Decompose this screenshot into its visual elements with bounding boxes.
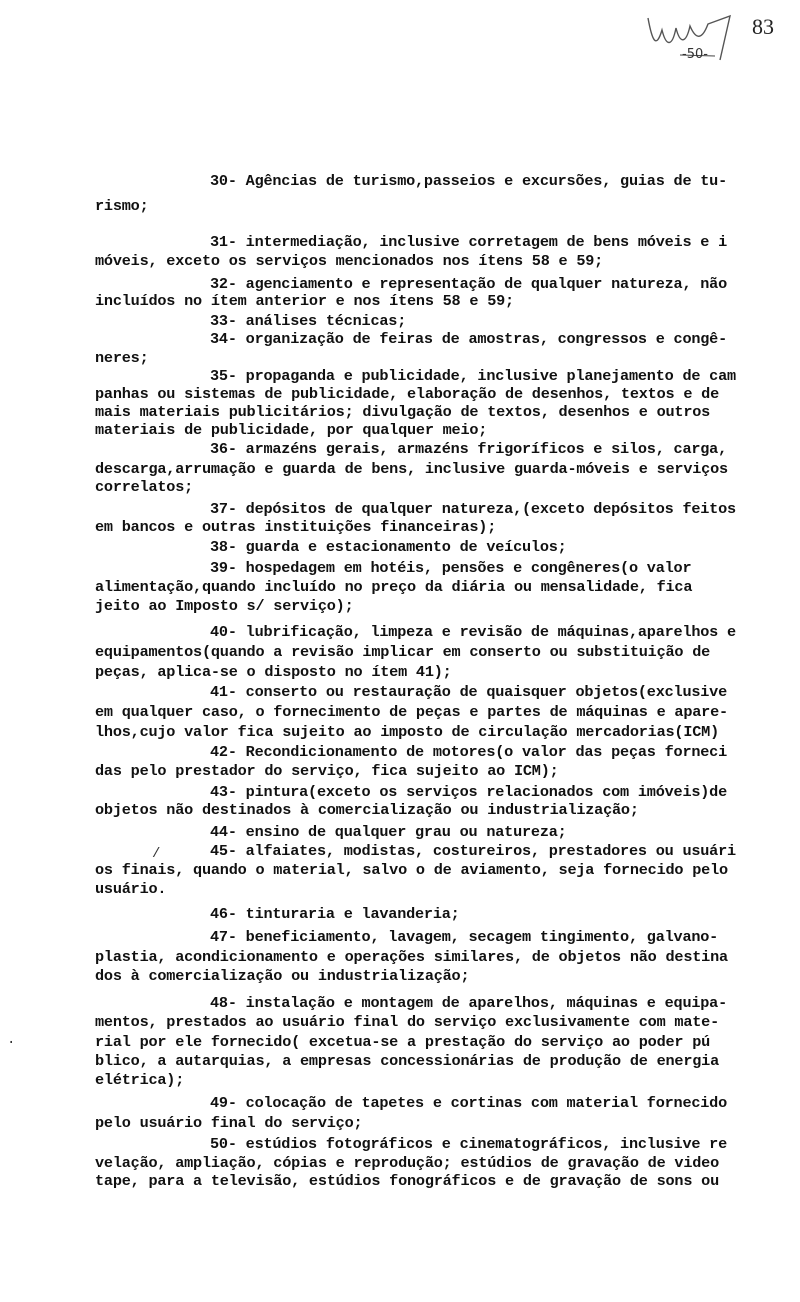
stray-mark: ·	[7, 1035, 16, 1051]
text-line: os finais, quando o material, salvo o de aviamento, seja fornecido pelo	[95, 861, 728, 879]
text-line: descarga,arrumação e guarda de bens, inclusive guarda-móveis e serviços	[95, 460, 728, 478]
text-line: em bancos e outras instituições financeiras);	[95, 518, 497, 536]
text-line: plastia, acondicionamento e operações similares, de objetos não destina	[95, 948, 728, 966]
text-line: 44- ensino de qualquer grau ou natureza;	[210, 823, 567, 841]
text-line: neres;	[95, 349, 149, 367]
text-line: velação, ampliação, cópias e reprodução; estúdios de gravação de video	[95, 1154, 719, 1172]
svg-text:-50-: -50-	[682, 47, 708, 62]
text-line: lhos,cujo valor fica sujeito ao imposto de circulação mercadorias(ICM)	[95, 723, 719, 741]
text-line: jeito ao Imposto s/ serviço);	[95, 597, 354, 615]
text-line: pelo usuário final do serviço;	[95, 1114, 363, 1132]
page-number: 83	[752, 14, 774, 39]
text-line: 46- tinturaria e lavanderia;	[210, 905, 460, 923]
text-line: rial por ele fornecido( excetua-se a prestação do serviço ao poder pú	[95, 1033, 711, 1051]
text-line: 42- Recondicionamento de motores(o valor das peças forneci	[210, 743, 728, 761]
text-line: alimentação,quando incluído no preço da diária ou mensalidade, fica	[95, 578, 693, 596]
text-line: 34- organização de feiras de amostras, congressos e congê-	[210, 330, 728, 348]
text-line: 31- intermediação, inclusive corretagem de bens móveis e i	[210, 233, 728, 251]
text-line: 38- guarda e estacionamento de veículos;	[210, 538, 567, 556]
text-line: 48- instalação e montagem de aparelhos, máquinas e equipa-	[210, 994, 728, 1012]
text-line: panhas ou sistemas de publicidade, elaboração de desenhos, textos e de	[95, 385, 719, 403]
text-line: 37- depósitos de qualquer natureza,(exceto depósitos feitos	[210, 500, 736, 518]
text-line: das pelo prestador do serviço, fica sujeito ao ICM);	[95, 762, 559, 780]
text-line: elétrica);	[95, 1071, 185, 1089]
text-line: materiais de publicidade, por qualquer meio;	[95, 421, 488, 439]
text-line: 30- Agências de turismo,passeios e excursões, guias de tu-	[210, 172, 728, 190]
text-line: correlatos;	[95, 478, 194, 496]
text-line: dos à comercialização ou industrialização;	[95, 967, 470, 985]
text-line: 33- análises técnicas;	[210, 312, 407, 330]
text-line: usuário.	[95, 880, 167, 898]
text-line: 39- hospedagem em hotéis, pensões e congêneres(o valor	[210, 559, 692, 577]
text-line: 35- propaganda e publicidade, inclusive planejamento de cam	[210, 367, 736, 385]
text-line: 40- lubrificação, limpeza e revisão de máquinas,aparelhos e	[210, 623, 736, 641]
text-line: 36- armazéns gerais, armazéns frigoríficos e silos, carga,	[210, 440, 728, 458]
text-line: 43- pintura(exceto os serviços relacionados com imóveis)de	[210, 783, 728, 801]
text-line: equipamentos(quando a revisão implicar em conserto ou substituição de	[95, 643, 711, 661]
text-line: incluídos no ítem anterior e nos ítens 58 e 59;	[95, 292, 514, 310]
text-line: peças, aplica-se o disposto no ítem 41);	[95, 663, 452, 681]
text-line: mentos, prestados ao usuário final do serviço exclusivamente com mate-	[95, 1013, 719, 1031]
text-line: mais materiais publicitários; divulgação de textos, desenhos e outros	[95, 403, 711, 421]
text-line: 49- colocação de tapetes e cortinas com material fornecido	[210, 1094, 728, 1112]
text-line: blico, a autarquias, a empresas concessionárias de produção de energia	[95, 1052, 719, 1070]
text-line: 50- estúdios fotográficos e cinematográficos, inclusive re	[210, 1135, 728, 1153]
text-line: móveis, exceto os serviços mencionados nos ítens 58 e 59;	[95, 252, 604, 270]
text-line: tape, para a televisão, estúdios fonográficos e de gravação de sons ou	[95, 1172, 719, 1190]
handwritten-signature	[640, 10, 760, 80]
text-line: 32- agenciamento e representação de qualquer natureza, não	[210, 275, 728, 293]
stray-mark: /	[152, 846, 161, 862]
text-line: 41- conserto ou restauração de quaisquer objetos(exclusive	[210, 683, 728, 701]
text-line: 47- beneficiamento, lavagem, secagem tingimento, galvano-	[210, 928, 719, 946]
text-line: em qualquer caso, o fornecimento de peças e partes de máquinas e apare-	[95, 703, 728, 721]
text-line: objetos não destinados à comercialização ou industrialização;	[95, 801, 639, 819]
text-line: rismo;	[95, 197, 149, 215]
text-line: 45- alfaiates, modistas, costureiros, prestadores ou usuári	[210, 842, 736, 860]
